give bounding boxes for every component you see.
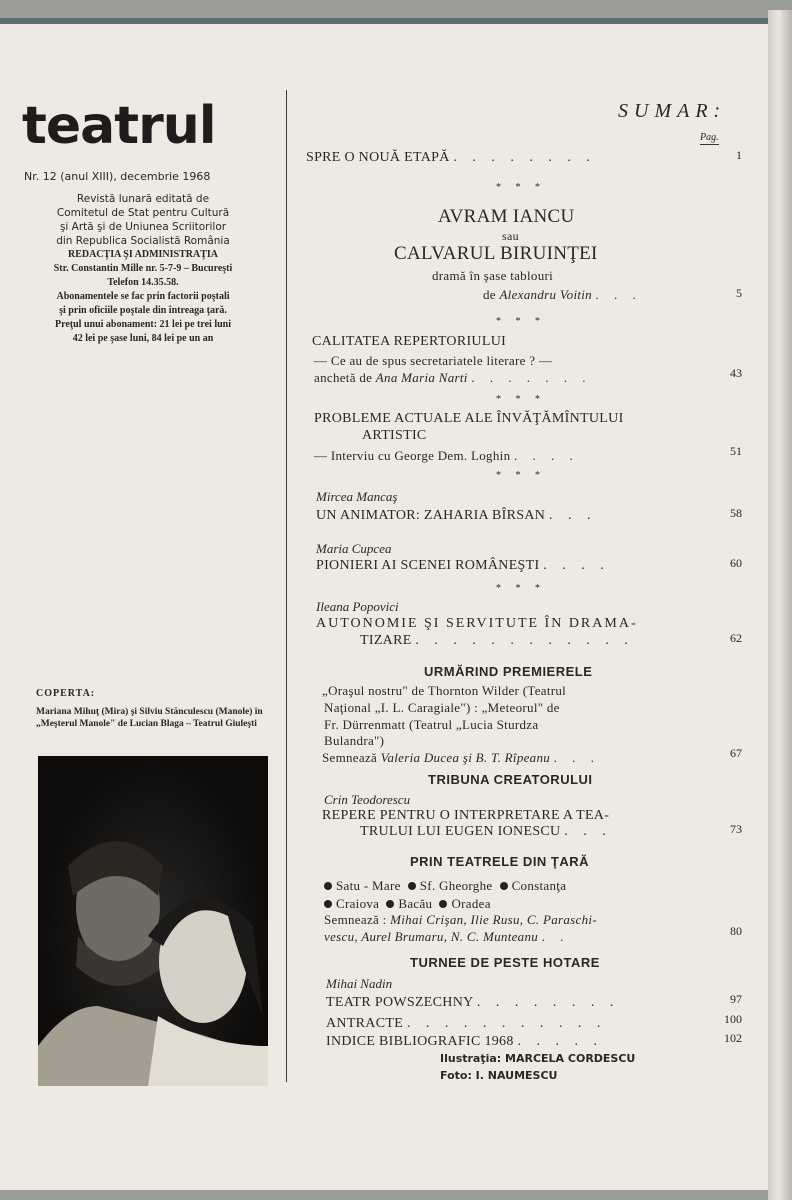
toc-page-number: 62: [730, 631, 742, 645]
publisher-line: din Republica Socialistă România: [56, 235, 230, 247]
redaction-label: REDACŢIA ŞI ADMINISTRAŢIA: [67, 249, 219, 260]
column-divider: [286, 90, 287, 1082]
toc-entry-title: CALVARUL BIRUINŢEI: [394, 243, 598, 264]
toc-page-number: 97: [730, 992, 742, 1006]
toc-entry-byline: Semnează : Mihai Crişan, Ilie Rusu, C. Paraschi-: [324, 912, 597, 927]
toc-entry-byline: vescu, Aurel Brumaru, N. C. Munteanu . .: [324, 929, 570, 944]
cover-label: COPERTA:: [36, 688, 96, 699]
separator-stars: * * *: [496, 470, 546, 481]
toc-entry-byline: Semnează Valeria Ducea şi B. T. Rîpeanu . . .: [322, 750, 600, 765]
city-list: Satu - Mare Sf. Gheorghe Constanţa: [324, 878, 566, 894]
publisher-line: şi Artă şi de Uniunea Scriitorilor: [59, 221, 227, 233]
toc-entry-title: ANTRACTE . . . . . . . . . . .: [326, 1016, 607, 1031]
toc-page-number: 67: [730, 746, 742, 760]
subscription-line: Abonamentele se fac prin factorii poştali: [56, 291, 230, 302]
separator-stars: * * *: [496, 182, 546, 193]
cover-caption: Mariana Mihuţ (Mira) şi Silviu Stănculescu (Manole) în „Meşterul Manole" de Lucian Blaga – Teatrul Giuleşti: [36, 707, 263, 729]
separator-stars: * * *: [496, 394, 546, 405]
separator-stars: * * *: [496, 316, 546, 327]
publisher-info: [18, 192, 268, 346]
bullet-icon: [324, 882, 332, 890]
toc-page-number: 100: [724, 1012, 742, 1026]
illustration-credit: Ilustraţia: MARCELA CORDESCU: [440, 1052, 636, 1065]
toc-page-number: 73: [730, 822, 742, 836]
toc-page-number: 80: [730, 924, 742, 938]
city-list: Craiova Bacău Oradea: [324, 896, 491, 912]
toc-entry-title: INDICE BIBLIOGRAFIC 1968 . . . . .: [326, 1034, 603, 1049]
toc-section-heading: URMĂRIND PREMIERELE: [424, 664, 593, 679]
subscription-line: şi prin oficiile poştale din întreaga ţară.: [59, 305, 227, 316]
toc-entry-title: PROBLEME ACTUALE ALE ÎNVĂŢĂMÎNTULUI: [314, 411, 624, 426]
subscription-line: 42 lei pe şase luni, 84 lei pe un an: [72, 333, 214, 344]
toc-entry-line: Naţional „I. L. Caragiale") : „Meteorul" de: [324, 700, 560, 715]
toc-entry-line: Bulandra"): [324, 733, 385, 748]
toc-section-heading: TURNEE DE PESTE HOTARE: [410, 955, 600, 970]
toc-entry-byline: anchetă de Ana Maria Narti . . . . . . .: [314, 370, 592, 385]
toc-entry-title: UN ANIMATOR: ZAHARIA BÎRSAN . . .: [316, 508, 597, 523]
toc-entry-title: TRULUI LUI EUGEN IONESCU . . .: [360, 824, 612, 839]
photo-credit: Foto: I. NAUMESCU: [440, 1069, 558, 1082]
subscription-line: Preţul unui abonament: 21 lei pe trei luni: [54, 319, 232, 330]
toc-entry-title: AVRAM IANCU: [438, 206, 575, 227]
magazine-logo: teatrul: [22, 96, 216, 156]
toc-entry-author: Ileana Popovici: [316, 599, 399, 614]
toc-entry-title: CALITATEA REPERTORIULUI: [312, 334, 507, 349]
bullet-icon: [439, 900, 447, 908]
book-spine: [768, 10, 792, 1200]
toc-entry-title: TEATR POWSZECHNY . . . . . . . .: [326, 995, 620, 1010]
toc-page-number: 5: [736, 286, 742, 300]
toc-entry-line: — Interviu cu George Dem. Loghin . . . .: [314, 448, 579, 463]
toc-entry-subtitle: dramă în şase tablouri: [432, 268, 554, 283]
toc-entry-title: TIZARE . . . . . . . . . . . .: [360, 633, 634, 648]
toc-page-number: 58: [730, 506, 742, 520]
toc-entry-line: — Ce au de spus secretariatele literare ? —: [314, 353, 553, 368]
toc-entry-title: PIONIERI AI SCENEI ROMÂNEŞTI . . . .: [316, 558, 610, 573]
toc-page-number: 43: [730, 366, 742, 380]
cover-photo: [38, 756, 268, 1086]
toc-entry-author: Mihai Nadin: [326, 976, 393, 991]
publisher-line: Revistă lunară editată de: [76, 193, 210, 205]
toc-entry-connector: sau: [502, 229, 519, 243]
issue-line: Nr. 12 (anul XIII), decembrie 1968: [24, 170, 211, 183]
address: Str. Constantin Mille nr. 5-7-9 – Bucureşti: [53, 263, 233, 274]
page-column-label: Pag.: [700, 132, 719, 143]
bullet-icon: [386, 900, 394, 908]
toc-entry-title: AUTONOMIE ŞI SERVITUTE ÎN DRAMA-: [316, 616, 638, 631]
separator-stars: * * *: [496, 583, 546, 594]
toc-entry-line: Fr. Dürrenmatt (Teatrul „Lucia Sturdza: [324, 717, 539, 732]
toc-section-heading: PRIN TEATRELE DIN ŢARĂ: [410, 854, 590, 869]
toc-entry-author: Mircea Mancaş: [316, 489, 398, 504]
bullet-icon: [500, 882, 508, 890]
toc-page-number: 60: [730, 556, 742, 570]
toc-entry-title: SPRE O NOUĂ ETAPĂ . . . . . . . .: [306, 150, 596, 165]
toc-entry-author: Maria Cupcea: [316, 541, 392, 556]
toc-section-heading: TRIBUNA CREATORULUI: [428, 772, 593, 787]
toc-page-number: 1: [736, 148, 742, 162]
phone: Telefon 14.35.58.: [107, 277, 179, 288]
toc-entry-title: ARTISTIC: [362, 428, 427, 443]
publisher-line: Comitetul de Stat pentru Cultură: [56, 207, 230, 219]
toc-heading: SUMAR:: [618, 100, 727, 122]
toc-entry-line: „Oraşul nostru" de Thornton Wilder (Teatrul: [322, 683, 567, 698]
toc-entry-title: REPERE PENTRU O INTERPRETARE A TEA-: [322, 808, 610, 823]
bullet-icon: [324, 900, 332, 908]
toc-page-number: 51: [730, 444, 742, 458]
toc-entry-byline: de Alexandru Voitin . . .: [483, 287, 642, 302]
toc-entry-author: Crin Teodorescu: [324, 792, 411, 807]
toc-page-number: 102: [724, 1031, 742, 1045]
bullet-icon: [408, 882, 416, 890]
